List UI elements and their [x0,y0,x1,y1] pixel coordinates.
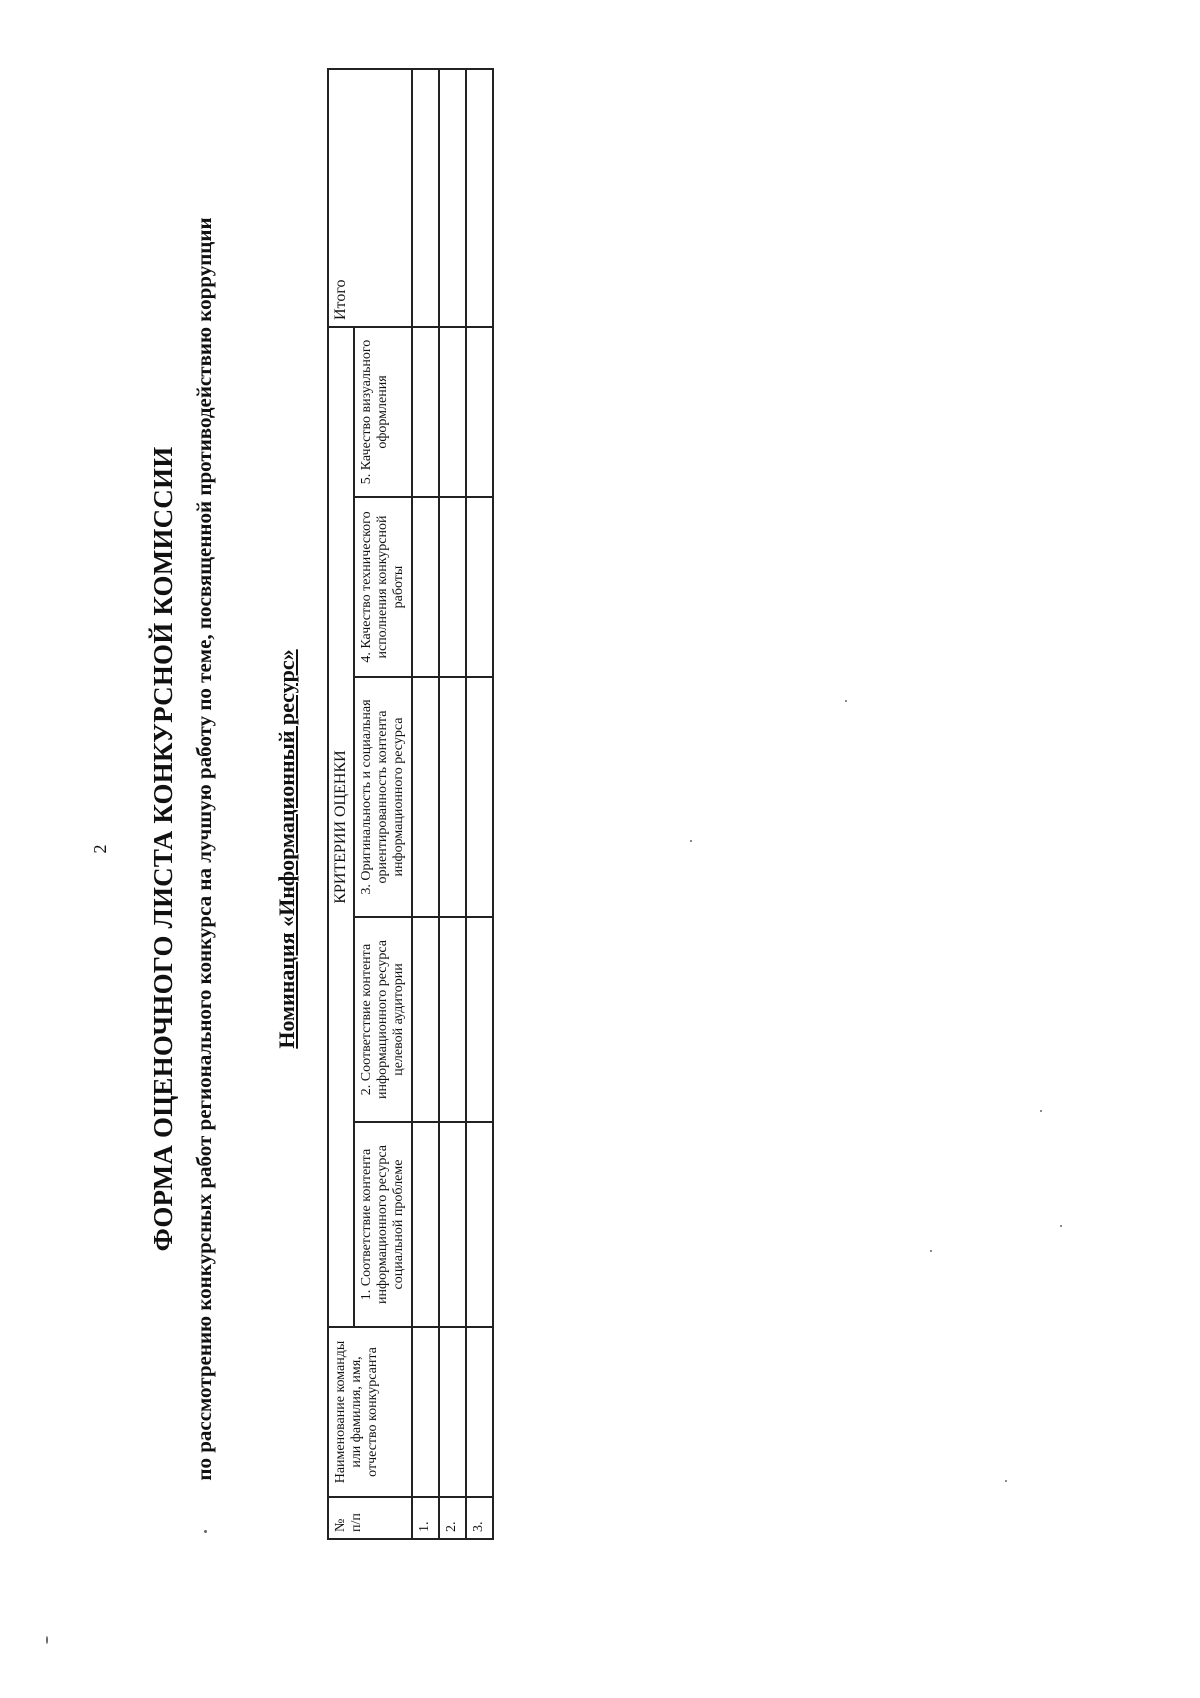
scan-speck [1005,1480,1007,1482]
cell-empty [439,327,466,497]
cell-empty [466,677,493,917]
criterion-1: 1. Соответствие контента информационного ресурса социальной проблеме [354,1122,412,1327]
criteria-header: КРИТЕРИИ ОЦЕНКИ [328,327,354,1327]
cell-empty [412,1122,439,1327]
cell-empty [466,327,493,497]
scan-speck [930,1250,932,1252]
criterion-2: 2. Соответствие контента информационного ресурса целевой аудитории [354,917,412,1122]
criterion-5: 5. Качество визуального оформления [354,327,412,497]
cell-empty [466,1122,493,1327]
nomination-heading: Номинация «Информационный ресурс» [274,649,299,1049]
cell-empty [439,497,466,677]
cell-empty [412,327,439,497]
table-row [466,69,493,1539]
cell-empty [412,1327,439,1497]
table-row [412,69,439,1539]
scan-speck [204,1530,207,1533]
cell-empty [439,677,466,917]
scan-speck [690,840,692,842]
cell-empty [412,677,439,917]
column-header-total: Итого [328,69,412,327]
criterion-4: 4. Качество технического исполнения конкурсной работы [354,497,412,677]
cell-empty [412,69,439,327]
row-number: 3. [466,1497,493,1539]
cell-empty [466,917,493,1122]
scan-speck [1040,1110,1042,1112]
cell-empty [412,497,439,677]
column-header-number: № п/п [328,1497,412,1539]
cell-empty [439,1122,466,1327]
scan-speck [845,700,847,702]
form-title: ФОРМА ОЦЕНОЧНОГО ЛИСТА КОНКУРСНОЙ КОМИССИИ [148,446,178,1252]
cell-empty [466,497,493,677]
cell-empty [439,1327,466,1497]
scan-speck [46,1636,48,1644]
table-header-row [328,69,354,1539]
scan-speck [1060,1225,1062,1227]
row-number: 1. [412,1497,439,1539]
cell-empty [412,917,439,1122]
page-number: 2 [90,844,110,854]
cell-empty [439,917,466,1122]
form-subtitle: по рассмотрению конкурсных работ регионального конкурса на лучшую работу по теме, посвященной противодействию коррупции [192,217,216,1481]
criterion-3: 3. Оригинальность и социальная ориентированность контента информационного ресурса [354,677,412,917]
evaluation-table [327,68,494,1540]
column-header-name: Наименование команды или фамилия, имя, отчество конкурсанта [328,1327,412,1497]
table-row [439,69,466,1539]
cell-empty [439,69,466,327]
cell-empty [466,69,493,327]
cell-empty [466,1327,493,1497]
row-number: 2. [439,1497,466,1539]
